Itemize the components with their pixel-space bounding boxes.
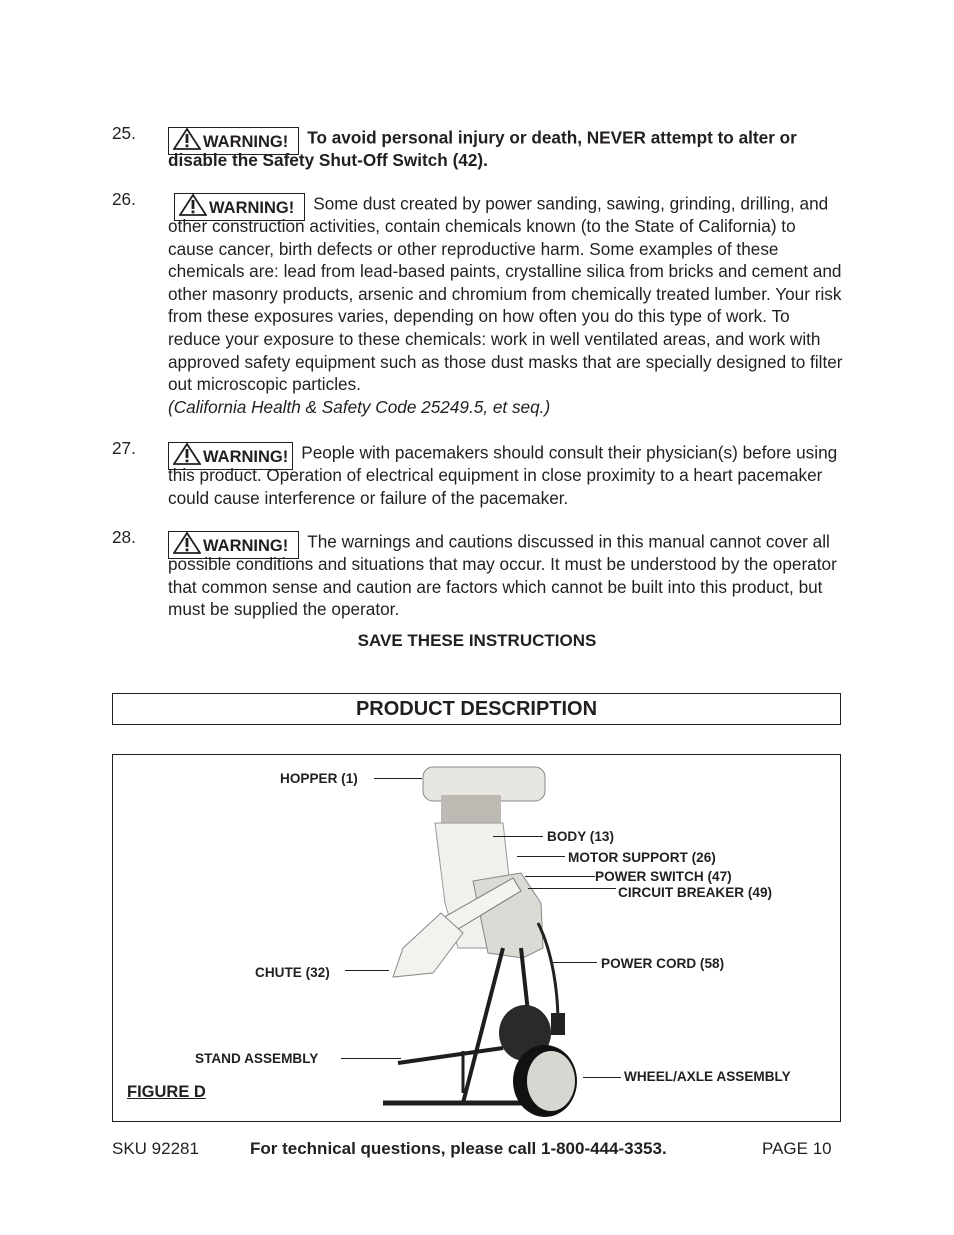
- warning-triangle-icon: [173, 443, 201, 465]
- item-number: 28.: [112, 527, 136, 547]
- label-chute: CHUTE (32): [255, 965, 330, 980]
- item-text: People with pacemakers should consult their physician(s) before using this product. Operation of electrical equipment in close proximity to a heart pacemaker could cause interference or failure of the pacemaker.: [168, 442, 838, 508]
- label-power-cord: POWER CORD (58): [601, 956, 725, 971]
- warning-triangle-icon: [179, 194, 207, 216]
- item-text: The warnings and cautions discussed in this manual cannot cover all possible conditions and situations that may occur. It must be understood by the operator that common sense and caution are factors which cannot be built into this product, but must be supplied the operator.: [168, 531, 837, 620]
- leader-line: [525, 876, 595, 877]
- warning-item-25: [168, 121, 844, 172]
- leader-line: [583, 1077, 621, 1078]
- label-stand-assembly: STAND ASSEMBLY: [195, 1051, 319, 1066]
- item-text: Some dust created by power sanding, sawing, grinding, drilling, and other construction activities, contain chemicals known (to the State of California) to cause cancer, birth defects or other reproductive harm. Some examples of these chemicals are: lead from lead-based paints, crystalline silica from bricks and cement and other masonry products, arsenic and chromium from chemically treated lumber. Your risk from these exposures varies, depending on how often you do this type of work. To reduce your exposure to these chemicals: work in well ventilated areas, and work with approved safety equipment such as those dust masks that are specially designed to filter out microscopic particles.: [168, 193, 843, 395]
- label-power-switch: POWER SWITCH (47): [595, 869, 732, 884]
- warning-badge: [168, 127, 299, 155]
- warning-item-26: [168, 187, 844, 418]
- warning-badge: [174, 193, 305, 221]
- leader-line: [517, 856, 565, 857]
- footer-support: For technical questions, please call 1-800-444-3353.: [250, 1139, 667, 1158]
- wood-chipper-illustration: [363, 763, 613, 1121]
- item-number: 25.: [112, 123, 136, 143]
- warning-badge: [168, 531, 299, 559]
- figure-caption: FIGURE D: [127, 1083, 206, 1101]
- item-number: 27.: [112, 438, 136, 458]
- item-text: To avoid personal injury or death, NEVER attempt to alter or disable the Safety Shut-Off Switch (42).: [168, 127, 797, 170]
- leader-line: [374, 778, 422, 779]
- leader-line: [345, 970, 389, 971]
- footer-page: PAGE 10: [762, 1139, 832, 1158]
- figure-d: [112, 754, 841, 1122]
- warning-badge: [168, 442, 293, 470]
- section-title: PRODUCT DESCRIPTION: [112, 693, 841, 725]
- label-body: BODY (13): [547, 829, 614, 844]
- warning-item-28: [168, 525, 844, 621]
- leader-line: [528, 888, 616, 889]
- label-circuit-breaker: CIRCUIT BREAKER (49): [618, 885, 773, 900]
- item-number: 26.: [112, 189, 136, 209]
- footer-sku: SKU 92281: [112, 1139, 199, 1158]
- warning-label: WARNING!: [203, 537, 289, 555]
- warning-label: WARNING!: [203, 133, 289, 151]
- warning-triangle-icon: [173, 532, 201, 554]
- warning-item-27: [168, 436, 844, 509]
- leader-line: [341, 1058, 401, 1059]
- label-hopper: HOPPER (1): [280, 771, 358, 786]
- save-instructions: SAVE THESE INSTRUCTIONS: [357, 631, 597, 650]
- warning-label: WARNING!: [203, 448, 289, 466]
- item-citation: (California Health & Safety Code 25249.5, et seq.): [168, 396, 551, 417]
- leader-line: [493, 836, 543, 837]
- warning-triangle-icon: [173, 128, 201, 150]
- label-wheel-axle: WHEEL/AXLE ASSEMBLY: [624, 1069, 791, 1084]
- warning-label: WARNING!: [209, 199, 295, 217]
- leader-line: [553, 962, 597, 963]
- label-motor-support: MOTOR SUPPORT (26): [568, 850, 716, 865]
